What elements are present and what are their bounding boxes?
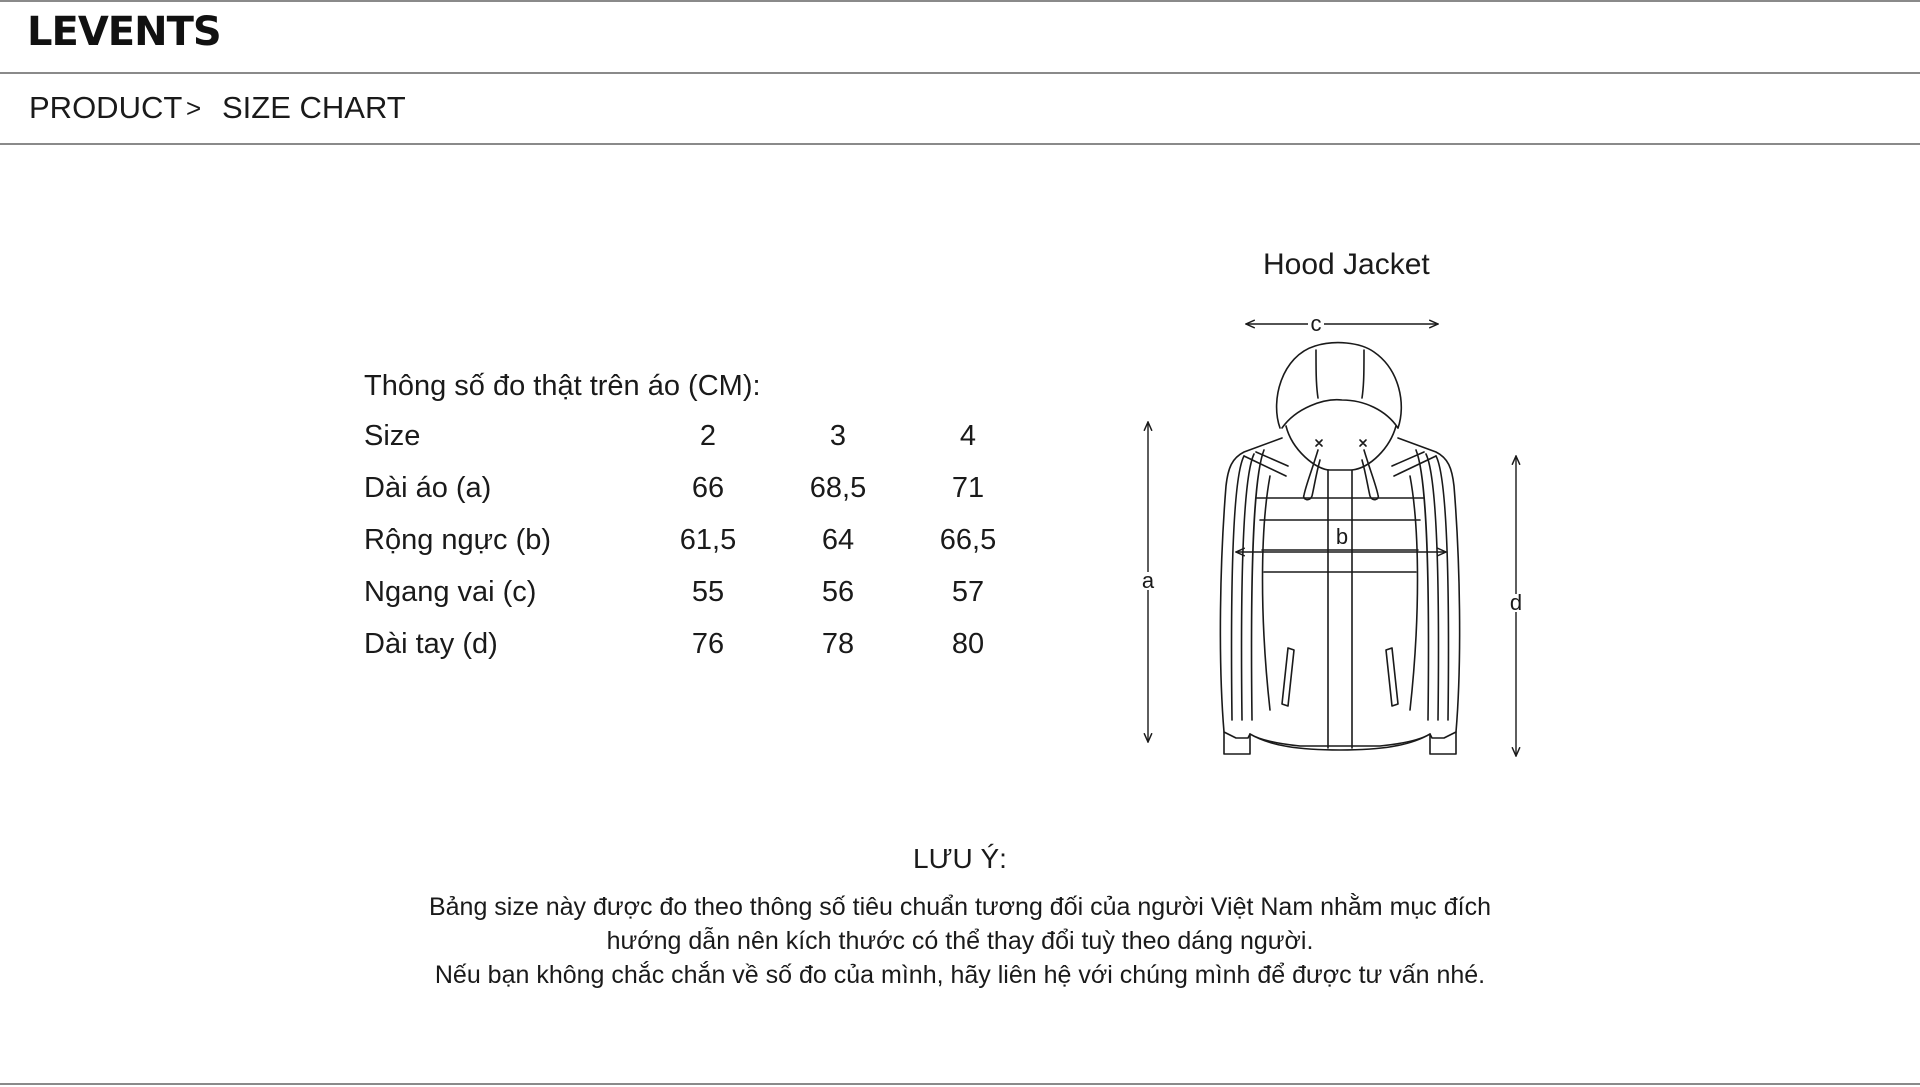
hood-jacket-diagram [1120,300,1540,770]
dimension-label-b: b [1335,524,1349,549]
row-label-length: Dài áo (a) [364,472,492,504]
note-line-2: hướng dẫn nên kích thước có thể thay đổi tuỳ theo dáng người. [606,927,1314,955]
body-outline [1220,438,1459,746]
table-cell: 66 [691,472,725,504]
collar [1286,426,1396,470]
note-line-3: Nếu bạn không chắc chắn về số đo của mình, hãy liên hệ với chúng mình để được tư vấn nhé. [434,961,1486,989]
table-cell: 56 [821,576,855,608]
zipper-placket [1328,470,1352,748]
table-cell: 64 [821,524,855,556]
breadcrumb-size-chart: SIZE CHART [222,90,406,125]
size-header-2: 2 [699,420,717,452]
size-header-4: 4 [959,420,977,452]
note-heading: LƯU Ý: [913,843,1007,874]
breadcrumb-divider [0,143,1920,145]
table-cell: 76 [691,628,725,660]
table-cell: 57 [951,576,985,608]
table-cell: 61,5 [679,524,737,556]
size-header-label: Size [364,420,421,452]
diagram-title: Hood Jacket [1263,248,1430,281]
row-label-sleeve: Dài tay (d) [364,628,498,660]
note-line-1: Bảng size này được đo theo thông số tiêu chuẩn tương đối của người Việt Nam nhằm mục đích [428,893,1492,921]
table-cell: 55 [691,576,725,608]
dimension-label-d: d [1509,590,1523,615]
hood-opening [1282,400,1398,428]
row-label-chest: Rộng ngực (b) [364,524,552,556]
brand-logo[interactable]: LEVENTS [27,9,221,55]
dimension-label-c: c [1310,311,1322,336]
pocket-right [1386,648,1398,706]
top-border [0,0,1920,2]
table-cell: 71 [951,472,985,504]
bottom-border [0,1083,1920,1085]
dimension-label-a: a [1141,568,1155,593]
size-header-3: 3 [829,420,847,452]
table-cell: 80 [951,628,985,660]
header-divider [0,72,1920,74]
row-label-shoulder: Ngang vai (c) [364,576,537,608]
pocket-left [1282,648,1294,706]
breadcrumb-separator: > [186,93,202,123]
breadcrumb-product[interactable]: PRODUCT [29,90,183,125]
hood-inner [1316,350,1364,398]
table-cell: 78 [821,628,855,660]
table-cell: 68,5 [809,472,867,504]
spec-table-title: Thông số đo thật trên áo (CM): [364,370,761,402]
table-cell: 66,5 [939,524,997,556]
